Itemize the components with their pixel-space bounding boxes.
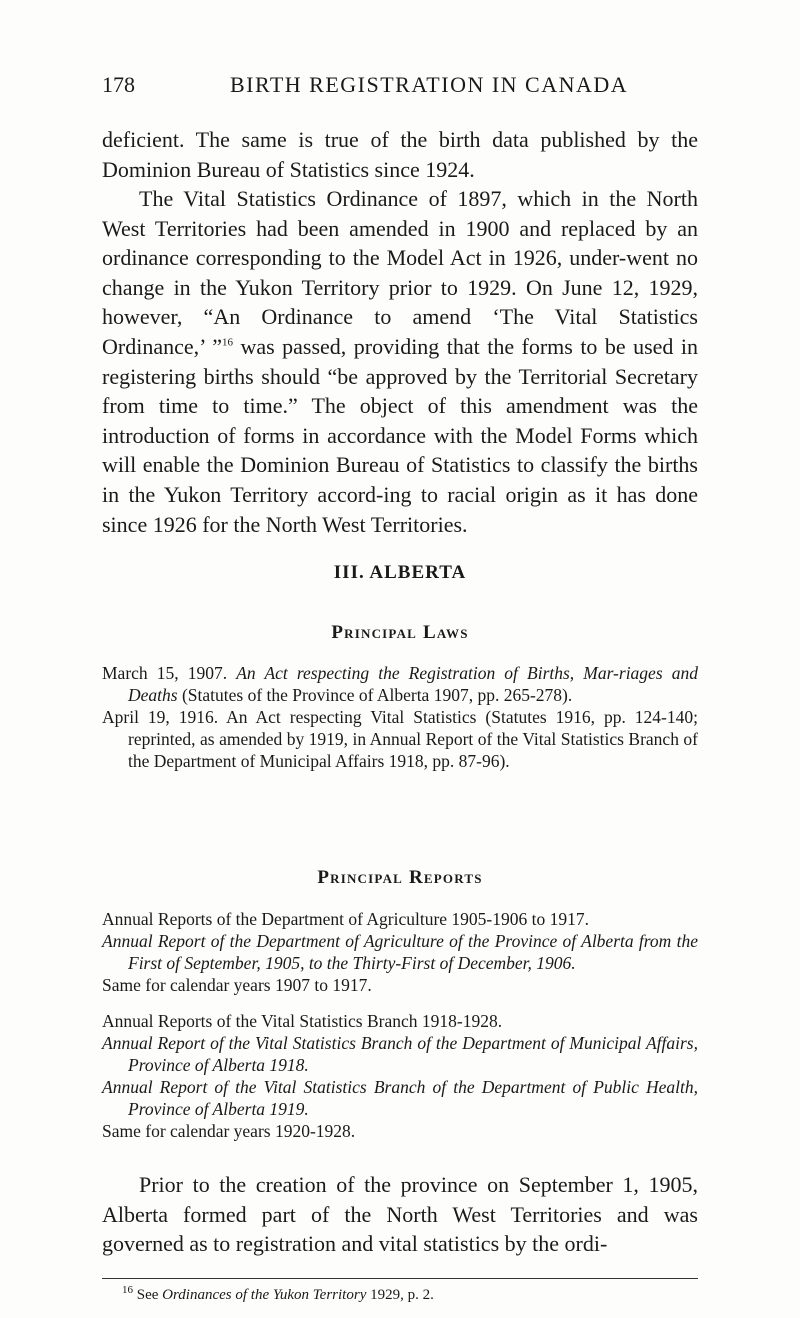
section-heading-alberta: III. ALBERTA	[333, 562, 467, 583]
report-entry: Annual Reports of the Vital Statistics Branch 1918-1928.	[102, 1011, 503, 1031]
footnote-suffix: 1929, p. 2.	[366, 1287, 434, 1303]
heading-principal-laws: Principal Laws	[331, 622, 469, 643]
footnote-rule	[102, 1278, 698, 1279]
report-title: Annual Report of the Department of Agriculture of the Province of Alberta from the First of September, 1905, to the Thirty-First of December, 1906.	[102, 931, 698, 973]
law-1907-citation: (Statutes of the Province of Alberta 1907, pp. 265-278).	[177, 685, 573, 705]
paragraph-alberta-prior: Prior to the creation of the province on September 1, 1905, Alberta formed part of the North West Territories and was governed as to registration and vital statistics by the ordi-	[102, 1172, 698, 1257]
laws-list	[102, 662, 698, 772]
paragraph-yukon-part-a: The Vital Statistics Ordinance of 1897, which in the North West Territories had been amended in 1900 and replaced by an ordinance corresponding to the Model Act in 1926, under-went no change in the Yukon Territory prior to 1929. On June 12, 1929, however, “An Ordinance to amend ‘The Vital Statistics Ordinance,’ ”	[102, 186, 698, 359]
running-title: BIRTH REGISTRATION IN CANADA	[230, 72, 629, 97]
report-entry	[102, 1032, 698, 1076]
law-1907-title: An Act respecting the Registration of Births, Mar-riages and Deaths	[128, 663, 698, 705]
footnote-title: Ordinances of the Yukon Territory	[162, 1287, 367, 1303]
footnote	[122, 1284, 434, 1304]
page-number: 178	[102, 72, 135, 97]
heading-principal-reports: Principal Reports	[317, 867, 483, 888]
paragraph-yukon-ordinance	[102, 184, 698, 539]
report-title: Annual Report of the Vital Statistics Branch of the Department of Public Health, Province of Alberta 1919.	[102, 1077, 698, 1119]
law-entry-1916: April 19, 1916. An Act respecting Vital Statistics (Statutes 1916, pp. 124-140; reprinted, as amended by 1919, in Annual Report of the Vital Statistics Branch of the Department of Municipal Affairs 1918, pp. 87-96).	[102, 707, 698, 771]
paragraph-deficient: deficient. The same is true of the birth data published by the Dominion Bureau of Statistics since 1924.	[102, 127, 698, 182]
report-entry	[102, 1076, 698, 1120]
footnote-reference: 16	[222, 336, 234, 349]
reports-list	[102, 908, 698, 1142]
law-1907-date: March 15, 1907.	[102, 663, 237, 683]
report-entry	[102, 930, 698, 974]
report-title: Annual Report of the Vital Statistics Branch of the Department of Municipal Affairs, Province of Alberta 1918.	[102, 1033, 698, 1075]
report-entry: Same for calendar years 1920-1928.	[102, 1121, 356, 1141]
law-entry-1907	[102, 662, 698, 706]
footnote-prefix: See	[136, 1287, 163, 1303]
footnote-number: 16	[122, 1284, 133, 1296]
running-head	[102, 72, 710, 106]
report-entry: Annual Reports of the Department of Agriculture 1905-1906 to 1917.	[102, 909, 589, 929]
report-entry: Same for calendar years 1907 to 1917.	[102, 975, 372, 995]
paragraph-yukon-part-b: was passed, providing that the forms to be used in registering births should “be approved by the Territorial Secretary from time to time.” The object of this amendment was the introduction of forms in accordance with the Model Forms which will enable the Dominion Bureau of Statistics to classify the births in the Yukon Territory accord-ing to racial origin as it has done since 1926 for the North West Territories.	[102, 333, 698, 537]
